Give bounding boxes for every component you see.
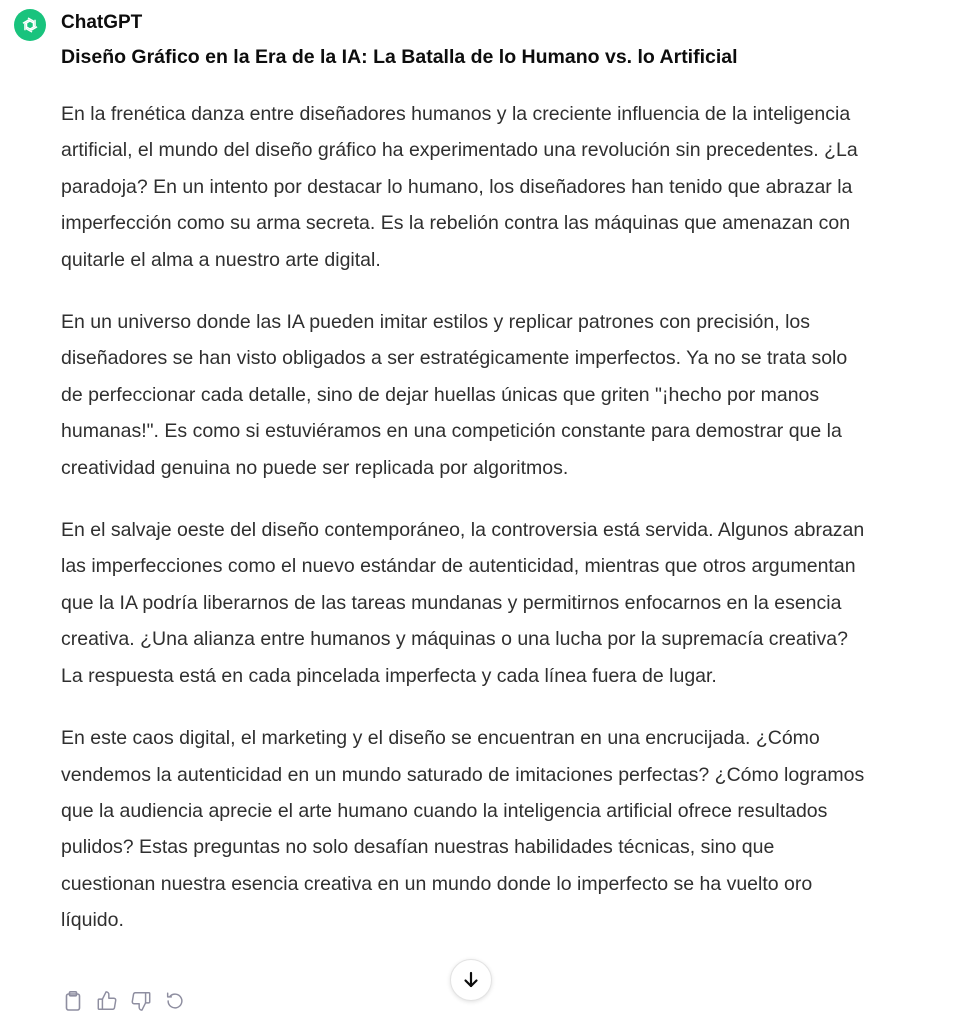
regenerate-icon: [164, 990, 186, 1012]
thumbs-up-icon: [96, 990, 118, 1012]
openai-logo-icon: [19, 14, 41, 36]
assistant-message: [61, 44, 871, 939]
thumbs-down-icon: [130, 990, 152, 1012]
thumbs-up-button[interactable]: [95, 988, 119, 1014]
message-paragraph: En la frenética danza entre diseñadores humanos y la creciente influencia de la inteligencia artificial, el mundo del diseño gráfico ha experimentado una revolución sin precedentes. ¿La paradoja? En un intento por destacar lo humano, los diseñadores han tenido que abrazar la imperfección como su arma secreta. Es la rebelión contra las máquinas que amenazan con quitarle el alma a nuestro arte digital.: [61, 103, 858, 271]
avatar: [14, 9, 46, 41]
message-title: Diseño Gráfico en la Era de la IA: La Batalla de lo Humano vs. lo Artificial: [61, 46, 738, 68]
thumbs-down-button[interactable]: [129, 988, 153, 1014]
message-paragraph: En el salvaje oeste del diseño contemporáneo, la controversia está servida. Algunos abrazan las imperfecciones como el nuevo estándar de autenticidad, mientras que otros argumentan que la IA podría liberarnos de las tareas mundanas y permitirnos enfocarnos en la esencia creativa. ¿Una alianza entre humanos y máquinas o una lucha por la supremacía creativa? La respuesta está en cada pincelada imperfecta y cada línea fuera de lugar.: [61, 519, 865, 687]
scroll-down-button[interactable]: [450, 959, 492, 1001]
sender-name: ChatGPT: [61, 12, 143, 33]
copy-button[interactable]: [61, 988, 85, 1014]
arrow-down-icon: [461, 970, 481, 990]
message-actions: [61, 988, 187, 1014]
message-paragraph: En este caos digital, el marketing y el diseño se encuentran en una encrucijada. ¿Cómo vendemos la autenticidad en un mundo saturado de imitaciones perfectas? ¿Cómo logramos que la audiencia aprecie el arte humano cuando la inteligencia artificial ofrece resultados pulidos? Estas preguntas no solo desafían nuestras habilidades técnicas, sino que cuestionan nuestra esencia creativa en un mundo donde lo imperfecto se ha vuelto oro líquido.: [61, 727, 865, 932]
regenerate-button[interactable]: [163, 988, 187, 1014]
clipboard-icon: [63, 990, 83, 1012]
message-paragraph: En un universo donde las IA pueden imitar estilos y replicar patrones con precisión, los diseñadores se han visto obligados a ser estratégicamente imperfectos. Ya no se trata solo de perfeccionar cada detalle, sino de dejar huellas únicas que griten "¡hecho por manos humanas!". Es como si estuviéramos en una competición constante para demostrar que la creatividad genuina no puede ser replicada por algoritmos.: [61, 311, 848, 479]
